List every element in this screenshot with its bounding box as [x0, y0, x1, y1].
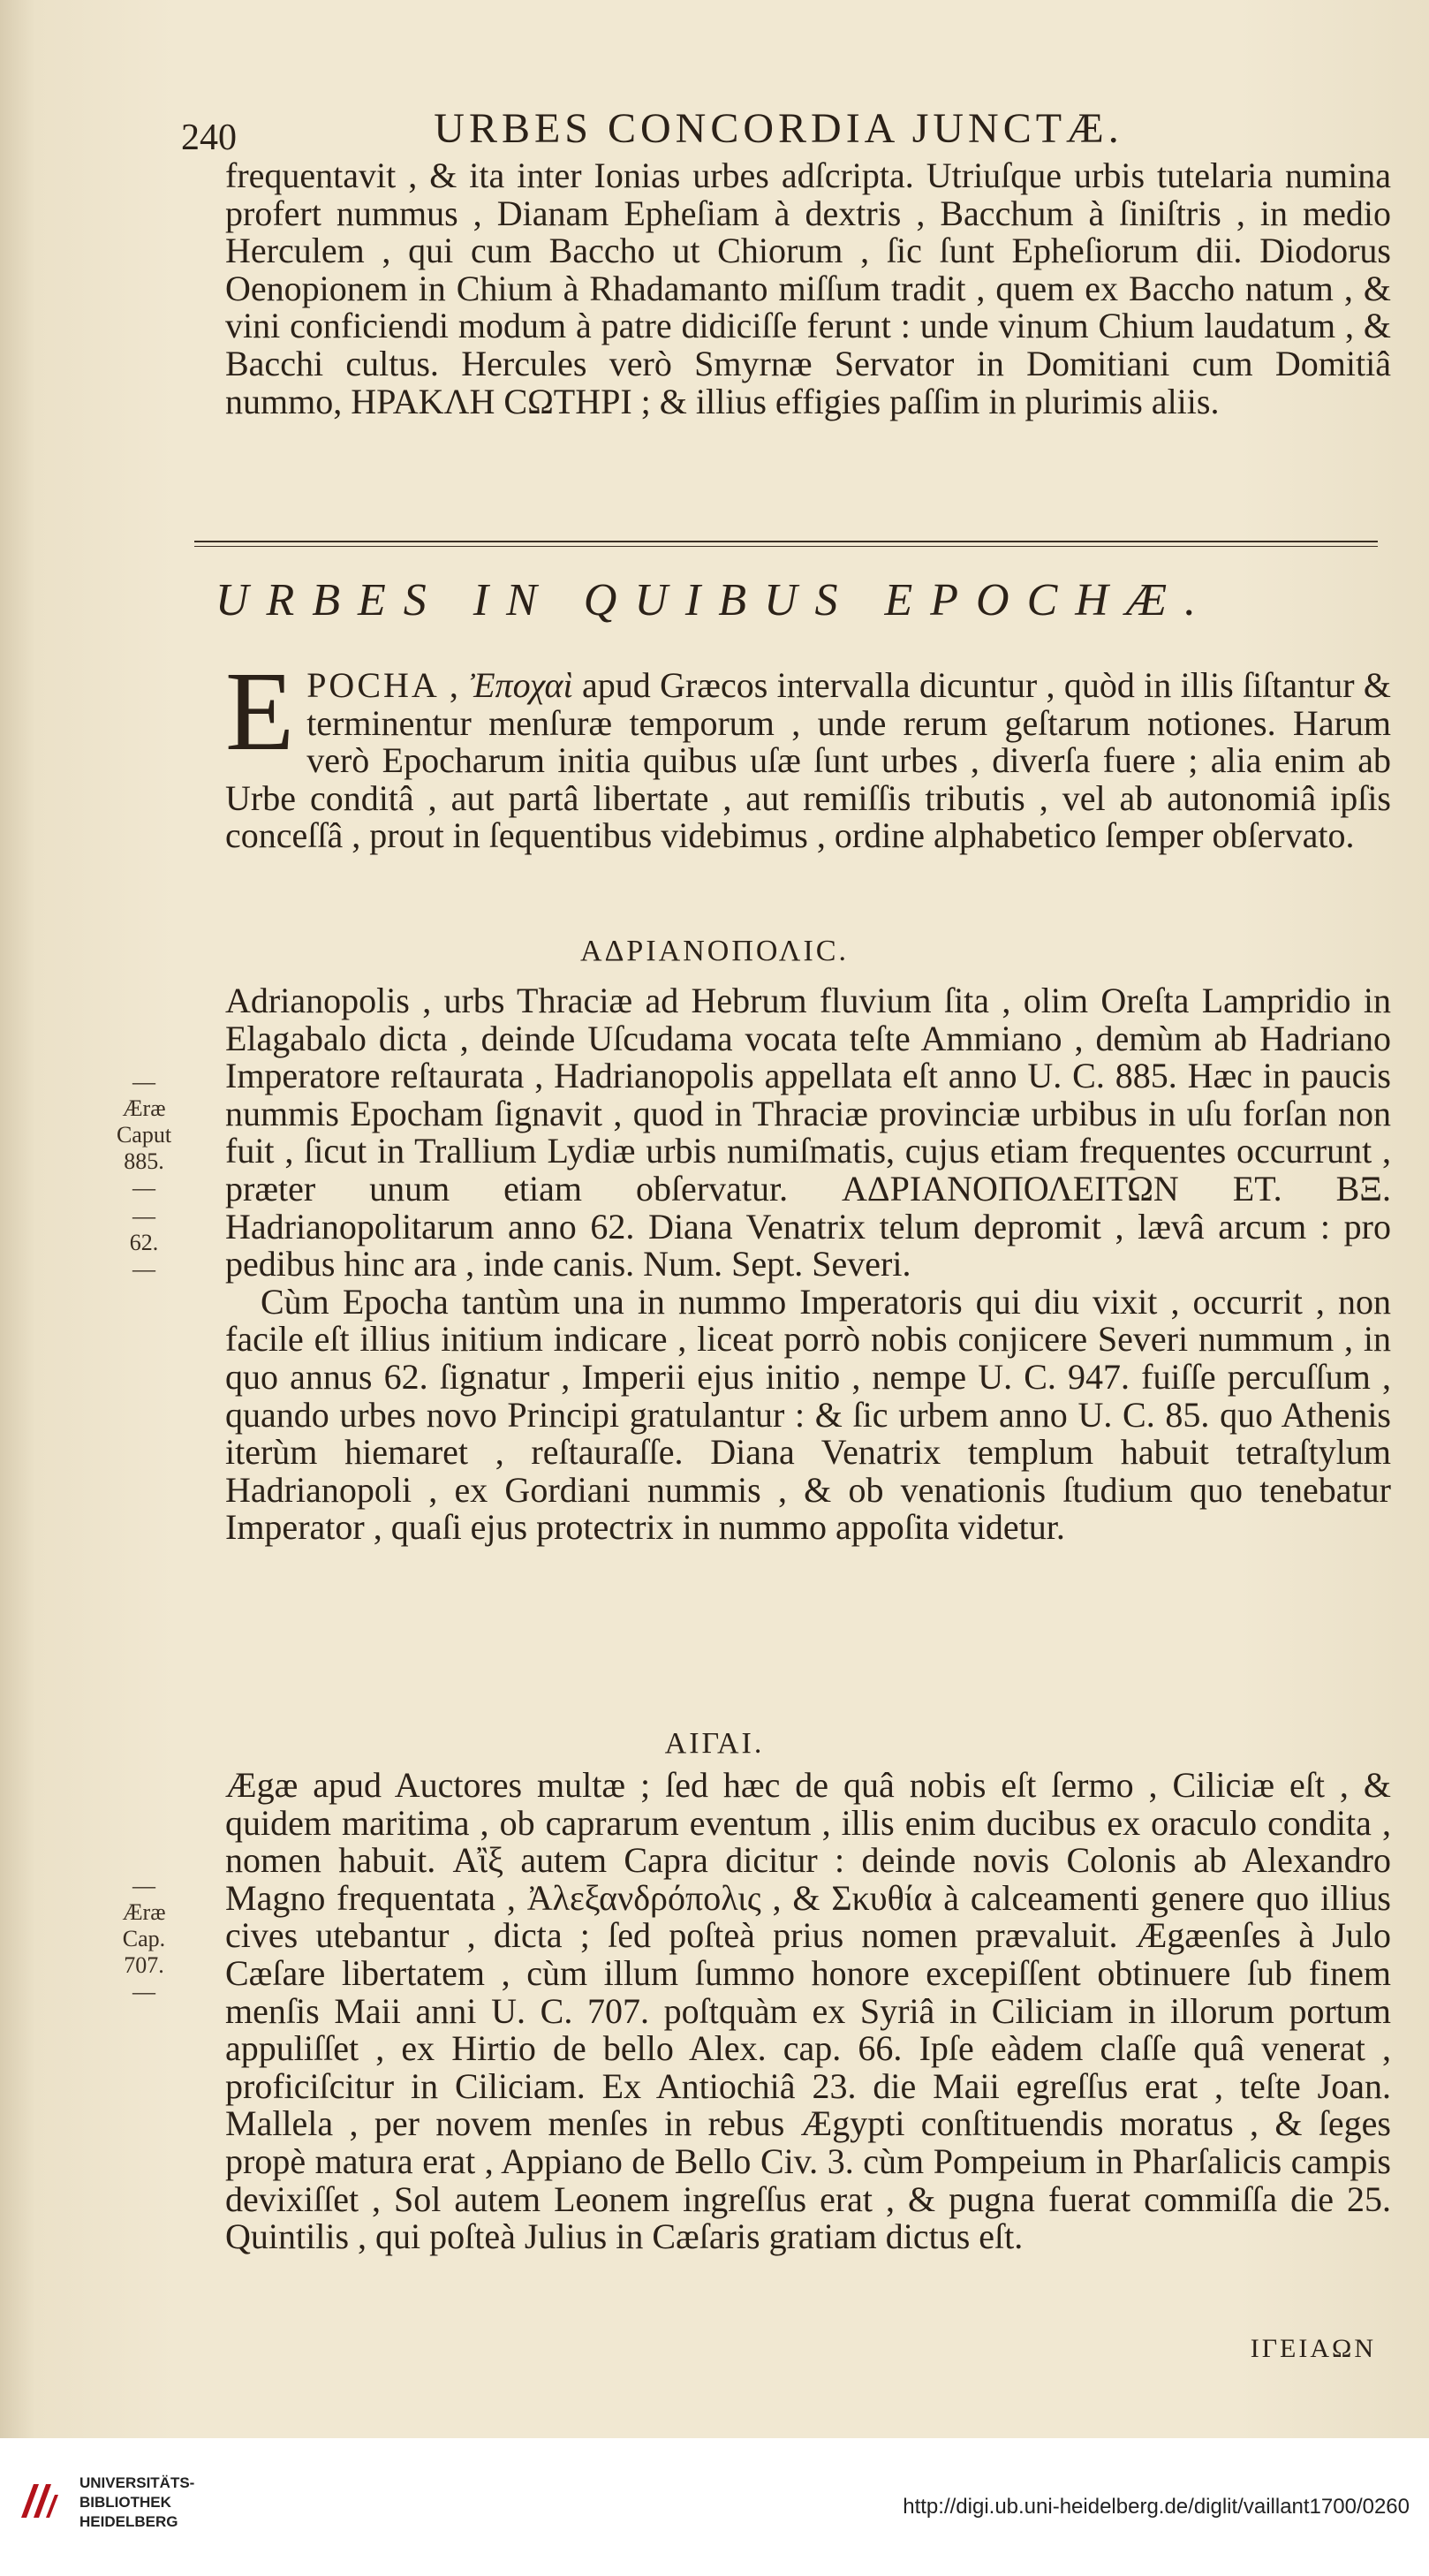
- footer-bar: [0, 2438, 1429, 2576]
- margin-dash: —: [132, 1069, 155, 1095]
- epocha-paragraph: [225, 648, 1392, 856]
- page-number: 240: [181, 117, 237, 158]
- section-title: URBES IN QUIBUS EPOCHÆ.: [215, 575, 1214, 625]
- aigai-paragraph: [225, 1767, 1391, 2256]
- margin-year-text: 62.: [129, 1230, 159, 1255]
- source-url-link[interactable]: http://digi.ub.uni-heidelberg.de/diglit/vaillant1700/0260: [903, 2495, 1410, 2519]
- logo-line: BIBLIOTHEK: [79, 2494, 171, 2511]
- heading-aigai: ΑΙΓΑΙ.: [664, 1727, 765, 1760]
- margin-dash: —: [132, 1979, 155, 2004]
- margin-dash: —: [132, 1203, 155, 1229]
- margin-era-text: Æræ Caput 885.: [116, 1095, 172, 1174]
- library-logo-text: [79, 2474, 194, 2532]
- library-logo-icon: [16, 2477, 62, 2523]
- section-divider: [194, 541, 1378, 547]
- margin-note-era-885: [104, 1069, 184, 1201]
- running-title: URBES CONCORDIA JUNCTÆ.: [434, 105, 1123, 152]
- catchword: ΙΓΕΙΑΩΝ: [1250, 2334, 1376, 2363]
- intro-text: frequentavit , & ita inter Ionias urbes adſcripta. Utriuſque urbis tutelaria numina profert nummus , Dianam Epheſiam à dextris , Bacchum à ſiniſtris , in medio Herculem , qui cum Baccho ut Chiorum , ſic ſunt Epheſiorum dii. Diodorus Oenopionem in Chium à Rhadamanto miſſum tradit , quem ex Baccho natum , & vini conficiendi modum à patre didiciſſe ferunt : unde vinum Chium laudatum , & Bacchi cultus. Hercules verò Smyrnæ Servator in Domitiani cum Domitiâ nummo, ΗΡΑΚΛΗ ϹΩΤΗΡΙ ; & illius effigies paſſim in plurimis aliis.: [225, 155, 1391, 421]
- margin-dash: —: [132, 1873, 155, 1898]
- epocha-lead: POCHA ,: [306, 665, 461, 705]
- margin-dash: —: [132, 1175, 155, 1201]
- margin-note-year-62: [104, 1203, 184, 1283]
- heading-adrianopolis: ΑΔΡΙΑΝΟΠΟΛΙϹ.: [580, 935, 849, 967]
- logo-line: HEIDELBERG: [79, 2513, 178, 2530]
- adrianopolis-text-2: Cùm Epocha tantùm una in nummo Imperatoris qui diu vixit , occurrit , non facile eſt illius initium indicare , liceat porrò nobis conjicere Severi nummum , in quo annus 62. ſignatur , Imperii ejus initio , nempe U. C. 947. fuiſſe percuſſum , quando urbes novo Principi gratulantur : & ſic urbem anno U. C. 85. quo Athenis iterùm hiemaret , reſtauraſſe. Diana Venatrix templum habuit tetraſtylum Hadrianopoli , ex Gordiani nummis , & ob venationis ſtudium quo tenebatur Imperator , quaſi ejus protectrix in nummo appoſita videtur.: [225, 1281, 1391, 1548]
- adrianopolis-paragraph: [225, 982, 1391, 1547]
- margin-note-era-707: [104, 1873, 184, 2005]
- adrianopolis-text-1: Adrianopolis , urbs Thraciæ ad Hebrum fluvium ſita , olim Oreſta Lampridio in Elagabalo dicta , deinde Uſcudama vocata teſte Ammiano , demùm ab Hadriano Imperatore reſtaurata , Hadrianopolis appellata eſt anno U. C. 885. Hæc in paucis nummis Epocham ſignavit , quod in Thraciæ provinciæ urbibus in uſu forſan non fuit , ſicut in Trallium Lydiæ urbis numiſmatis, cujus etiam frequentes occurrunt , præter unum etiam obſervatur. ΑΔΡΙΑΝΟΠΟΛΕΙΤΩΝ ΕΤ. ΒΞ. Hadrianopolitarum anno 62. Diana Venatrix telum depromit , lævâ arcum : pro pedibus hinc ara , inde canis. Num. Sept. Severi.: [225, 981, 1391, 1284]
- aigai-text: Ægæ apud Auctores multæ ; ſed hæc de quâ nobis eſt ſermo , Ciliciæ eſt , & quidem maritima , ob caprarum eventum , illis enim ducibus ex oraculo condita , nomen habuit. Αἲξ autem Capra dicitur : deinde novis Colonis ab Alexandro Magno frequentata , Ἀλεξανδρόπολις , & Σκυθία à calceamenti genere quo illius cives utebantur , dicta ; ſed poſteà prius nomen prævaluit. Ægæenſes à Julo Cæſare libertatem , cùm illum ſummo honore excepiſſent obtinuere ſub finem menſis Maii anni U. C. 707. poſtquàm ex Syriâ in Ciliciam in illorum portum appuliſſet , ex Hirtio de bello Alex. cap. 66. Ipſe eàdem claſſe quâ venerat , proficiſcitur in Ciliciam. Ex Antiochiâ 23. die Maii egreſſus erat , teſte Joan. Mallela , per novem menſes in rebus Ægypti conſtituendis moratus , & ſeges propè matura erat , Appiano de Bello Civ. 3. cùm Pompeium in Pharſalicis campis devixiſſet , Sol autem Leonem ingreſſus erat , & pugna fuerat commiſſa die 25. Quintilis , qui poſteà Julius in Cæſaris gratiam dictus eſt.: [225, 1765, 1391, 2257]
- logo-line: UNIVERSITÄTS-: [79, 2474, 195, 2491]
- epocha-greek: Ἐποχαὶ: [470, 665, 573, 705]
- margin-era-text: Æræ Cap. 707.: [122, 1899, 166, 1978]
- epocha-text: apud Græcos intervalla dicuntur , quòd in illis ſiſtantur & terminentur menſuræ temporum , unde rerum geſtarum notiones. Harum verò Epocharum initia quibus uſæ ſunt urbes , diverſa fuere ; alia enim ab Urbe conditâ , aut partâ libertate , aut remiſſis tributis , vel ab autonomiâ ipſis conceſſâ , prout in ſequentibus videbimus , ordine alphabetico ſemper obſervato.: [225, 665, 1392, 856]
- intro-paragraph: [225, 157, 1391, 420]
- drop-cap: E: [225, 648, 295, 774]
- margin-dash: —: [132, 1256, 155, 1282]
